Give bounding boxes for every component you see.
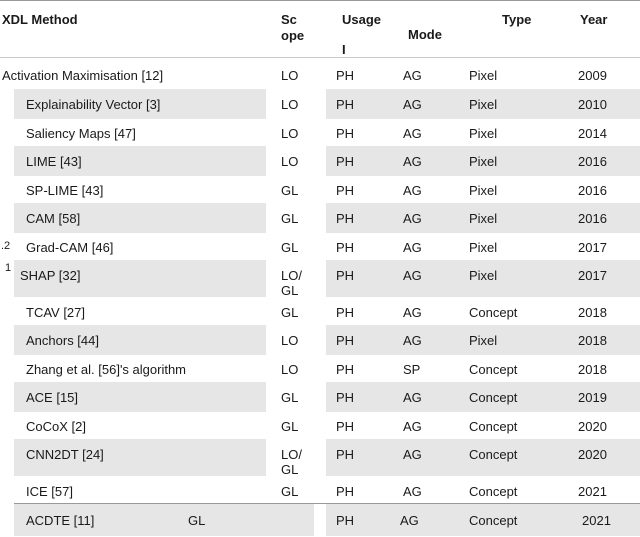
table-cell-method: Activation Maximisation [12] xyxy=(2,68,164,83)
table-cell-year: 2010 xyxy=(578,97,607,112)
table-cell-method: SP-LIME [43] xyxy=(26,183,104,198)
table-cell-usage: PH xyxy=(336,390,355,405)
header-usage: Usage xyxy=(342,12,382,27)
table-cell-scope: LO/ xyxy=(281,268,302,283)
table-cell-type: Concept xyxy=(469,362,518,377)
table-cell-year: 2018 xyxy=(578,362,607,377)
table-cell-usage: PH xyxy=(336,211,355,226)
last-row-rule xyxy=(14,503,640,504)
table-cell-method: LIME [43] xyxy=(26,154,82,169)
table-cell-usage: PH xyxy=(336,419,355,434)
table-cell-usage: PH xyxy=(336,154,355,169)
table-cell-method: CNN2DT [24] xyxy=(26,447,104,462)
table-cell-type: Concept xyxy=(469,419,518,434)
table-cell-type: Pixel xyxy=(469,333,498,348)
table-cell-year: 2020 xyxy=(578,419,607,434)
table-cell-method: SHAP [32] xyxy=(20,268,81,283)
table-cell-mode: AG xyxy=(403,68,422,83)
table-cell-usage: PH xyxy=(336,126,355,141)
table-cell-year: 2016 xyxy=(578,211,607,226)
table-cell-scope: GL xyxy=(281,240,299,255)
table-cell-year: 2018 xyxy=(578,333,607,348)
table-cell-year: 2018 xyxy=(578,305,607,320)
table-cell-usage: PH xyxy=(336,97,355,112)
table-cell-usage: PH xyxy=(336,447,355,462)
table-cell-year: 2009 xyxy=(578,68,607,83)
header-rule xyxy=(0,57,640,58)
table-cell-mode: AG xyxy=(403,305,422,320)
table-cell-mode: AG xyxy=(403,268,422,283)
table-cell-type: Pixel xyxy=(469,126,498,141)
table-cell-type: Pixel xyxy=(469,183,498,198)
table-cell-mode: AG xyxy=(403,154,422,169)
table-cell-usage: PH xyxy=(336,268,355,283)
table-cell-usage: PH xyxy=(336,305,355,320)
table-cell-method: CAM [58] xyxy=(26,211,81,226)
table-cell-scope: LO xyxy=(281,154,299,169)
table-cell-scope-line2: GL xyxy=(281,283,299,298)
table-cell-year: 2017 xyxy=(578,240,607,255)
table-cell-usage: PH xyxy=(336,362,355,377)
table-cell-method: ACDTE [11] xyxy=(26,513,95,528)
table-cell-mode: SP xyxy=(403,362,421,377)
table-cell-scope: GL xyxy=(281,484,299,499)
table-cell-scope: GL xyxy=(281,419,299,434)
table-cell-mode: AG xyxy=(403,183,422,198)
table-cell-method: Grad-CAM [46] xyxy=(26,240,114,255)
table-cell-mode: AG xyxy=(403,390,422,405)
table-cell-year: 2014 xyxy=(578,126,607,141)
table-cell-scope: GL xyxy=(281,305,299,320)
table-cell-scope: GL xyxy=(281,211,299,226)
table-cell-type: Pixel xyxy=(469,268,498,283)
header-scope-line2: ope xyxy=(281,28,305,43)
table-cell-type: Concept xyxy=(469,447,518,462)
table-cell-year: 2019 xyxy=(578,390,607,405)
table-cell-type: Pixel xyxy=(469,97,498,112)
table-cell-mode: AG xyxy=(403,333,422,348)
header-method: XDL Method xyxy=(2,12,78,27)
table-cell-method: Explainability Vector [3] xyxy=(26,97,161,112)
table-cell-usage: PH xyxy=(336,333,355,348)
table-cell-scope: LO xyxy=(281,333,299,348)
table-cell-mode: AG xyxy=(403,97,422,112)
table-cell-type: Concept xyxy=(469,305,518,320)
table-cell-type: Concept xyxy=(469,513,518,528)
table-cell-year: 2016 xyxy=(578,183,607,198)
table-cell-usage: PH xyxy=(336,513,355,528)
table-cell-mode: AG xyxy=(403,419,422,434)
table-cell-type: Concept xyxy=(469,484,518,499)
table-cell-type: Pixel xyxy=(469,211,498,226)
table-cell-usage: PH xyxy=(336,240,355,255)
row-marker: .2 xyxy=(1,240,11,252)
table-cell-type: Pixel xyxy=(469,240,498,255)
table-cell-scope-line2: GL xyxy=(281,462,299,477)
table-cell-mode: AG xyxy=(403,126,422,141)
table-cell-year: 2021 xyxy=(582,513,611,528)
table-cell-scope: GL xyxy=(281,183,299,198)
table-cell-method: Anchors [44] xyxy=(26,333,99,348)
table-cell-method: TCAV [27] xyxy=(26,305,86,320)
table-cell-method: ICE [57] xyxy=(26,484,73,499)
table-cell-year: 2020 xyxy=(578,447,607,462)
table-cell-method: Saliency Maps [47] xyxy=(26,126,136,141)
table-top-rule xyxy=(0,0,640,1)
table-cell-usage: PH xyxy=(336,484,355,499)
table-cell-usage: PH xyxy=(336,183,355,198)
table-cell-scope: LO xyxy=(281,362,299,377)
table-cell-year: 2017 xyxy=(578,268,607,283)
header-type: Type xyxy=(502,12,532,27)
table-cell-mode: AG xyxy=(403,447,422,462)
table-cell-mode: AG xyxy=(403,484,422,499)
table-cell-method: CoCoX [2] xyxy=(26,419,86,434)
row-marker: 1 xyxy=(5,262,12,274)
table-cell-scope: GL xyxy=(188,513,206,528)
table-cell-scope: LO/ xyxy=(281,447,302,462)
table-cell-type: Pixel xyxy=(469,154,498,169)
table-cell-year: 2021 xyxy=(578,484,607,499)
table-cell-method: Zhang et al. [56]'s algorithm xyxy=(26,362,187,377)
header-year: Year xyxy=(580,12,608,27)
table-cell-scope: LO xyxy=(281,97,299,112)
table-cell-usage: PH xyxy=(336,68,355,83)
header-usage-mark: I xyxy=(342,42,346,57)
table-cell-mode: AG xyxy=(403,211,422,226)
table-cell-type: Concept xyxy=(469,390,518,405)
table-cell-year: 2016 xyxy=(578,154,607,169)
table-cell-scope: LO xyxy=(281,126,299,141)
table-cell-scope: LO xyxy=(281,68,299,83)
table-cell-mode: AG xyxy=(403,240,422,255)
table-cell-type: Pixel xyxy=(469,68,498,83)
table-cell-scope: GL xyxy=(281,390,299,405)
header-scope-line1: Sc xyxy=(281,12,297,27)
table-cell-mode: AG xyxy=(400,513,419,528)
table-cell-method: ACE [15] xyxy=(26,390,79,405)
header-mode: Mode xyxy=(408,27,442,42)
